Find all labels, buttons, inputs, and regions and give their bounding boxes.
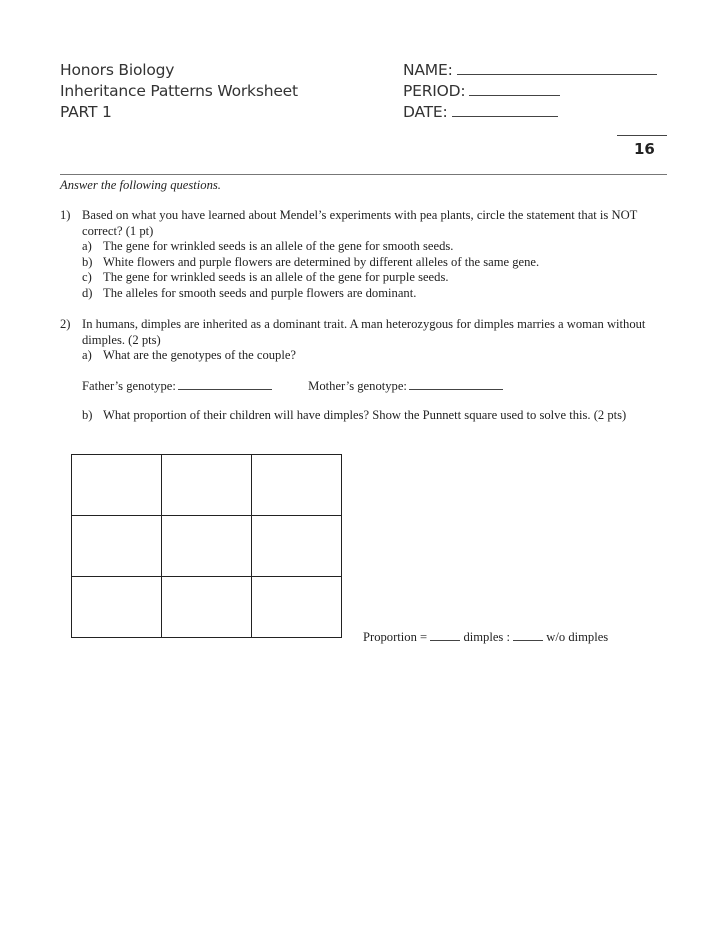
period-row [403, 81, 657, 102]
question-text: In humans, dimples are inherited as a dominant trait. A man heterozygous for dimples marries a woman without dimples. (2 pts) [82, 317, 646, 347]
part-label: PART 1 [60, 103, 112, 121]
option-label: d) [82, 285, 93, 300]
name-row [403, 60, 657, 81]
option-b[interactable] [82, 255, 675, 271]
punnett-cell[interactable] [72, 516, 162, 577]
option-label: a) [82, 239, 92, 254]
proportion-answer [363, 629, 608, 646]
name-label: NAME: [403, 61, 453, 79]
option-label: b) [82, 254, 93, 269]
part-a-label: a) [82, 348, 92, 363]
option-d[interactable] [82, 286, 675, 302]
proportion-prefix: Proportion = [363, 630, 428, 644]
divider [60, 174, 667, 175]
option-c[interactable] [82, 270, 675, 286]
option-label: c) [82, 270, 92, 285]
part-b-label: b) [82, 408, 93, 423]
name-field[interactable] [457, 60, 657, 75]
header-left [60, 60, 298, 123]
mother-genotype-label: Mother’s genotype: [308, 378, 407, 393]
question-1 [60, 208, 675, 302]
dimples-count-field[interactable] [430, 629, 460, 641]
date-label: DATE: [403, 103, 448, 121]
punnett-cell[interactable] [162, 516, 252, 577]
question-2 [60, 317, 675, 424]
date-field[interactable] [452, 102, 558, 117]
punnett-cell[interactable] [252, 455, 342, 516]
no-dimples-count-field[interactable] [513, 629, 543, 641]
part-b [82, 408, 675, 424]
score-blank[interactable] [617, 135, 667, 136]
option-a[interactable] [82, 239, 675, 255]
punnett-cell[interactable] [162, 455, 252, 516]
punnett-square [71, 454, 342, 638]
punnett-cell[interactable] [162, 577, 252, 638]
option-text: The gene for wrinkled seeds is an allele of the gene for smooth seeds. [103, 239, 454, 254]
score-total: 16 [634, 140, 655, 158]
father-genotype-label: Father’s genotype: [82, 378, 176, 393]
header-right [403, 60, 657, 123]
option-text: White flowers and purple flowers are determined by different alleles of the same gene. [103, 254, 540, 269]
punnett-row [72, 577, 342, 638]
mother-genotype-field[interactable] [409, 378, 503, 390]
punnett-row [72, 516, 342, 577]
punnett-row [72, 455, 342, 516]
option-text: The gene for wrinkled seeds is an allele of the gene for purple seeds. [103, 270, 449, 285]
genotype-row [82, 378, 675, 395]
period-label: PERIOD: [403, 82, 466, 100]
punnett-cell[interactable] [252, 516, 342, 577]
father-genotype-field[interactable] [178, 378, 272, 390]
option-text: The alleles for smooth seeds and purple flowers are dominant. [103, 285, 417, 300]
question-number: 1) [60, 208, 71, 222]
punnett-cell[interactable] [72, 455, 162, 516]
part-a-text: What are the genotypes of the couple? [103, 348, 297, 363]
proportion-middle: dimples : [463, 630, 510, 644]
punnett-cell[interactable] [72, 577, 162, 638]
period-field[interactable] [469, 81, 560, 96]
question-number: 2) [60, 317, 71, 331]
part-b-text: What proportion of their children will have dimples? Show the Punnett square used to solve this. (2 pts) [103, 408, 627, 423]
proportion-suffix: w/o dimples [546, 630, 609, 644]
part-a [82, 348, 675, 364]
course-name: Honors Biology [60, 61, 175, 79]
worksheet-title: Inheritance Patterns Worksheet [60, 82, 298, 100]
question-text: Based on what you have learned about Mendel’s experiments with pea plants, circle the statement that is NOT correct? (1 pt) [82, 208, 638, 238]
punnett-cell[interactable] [252, 577, 342, 638]
date-row [403, 102, 657, 123]
instructions: Answer the following questions. [60, 178, 221, 192]
